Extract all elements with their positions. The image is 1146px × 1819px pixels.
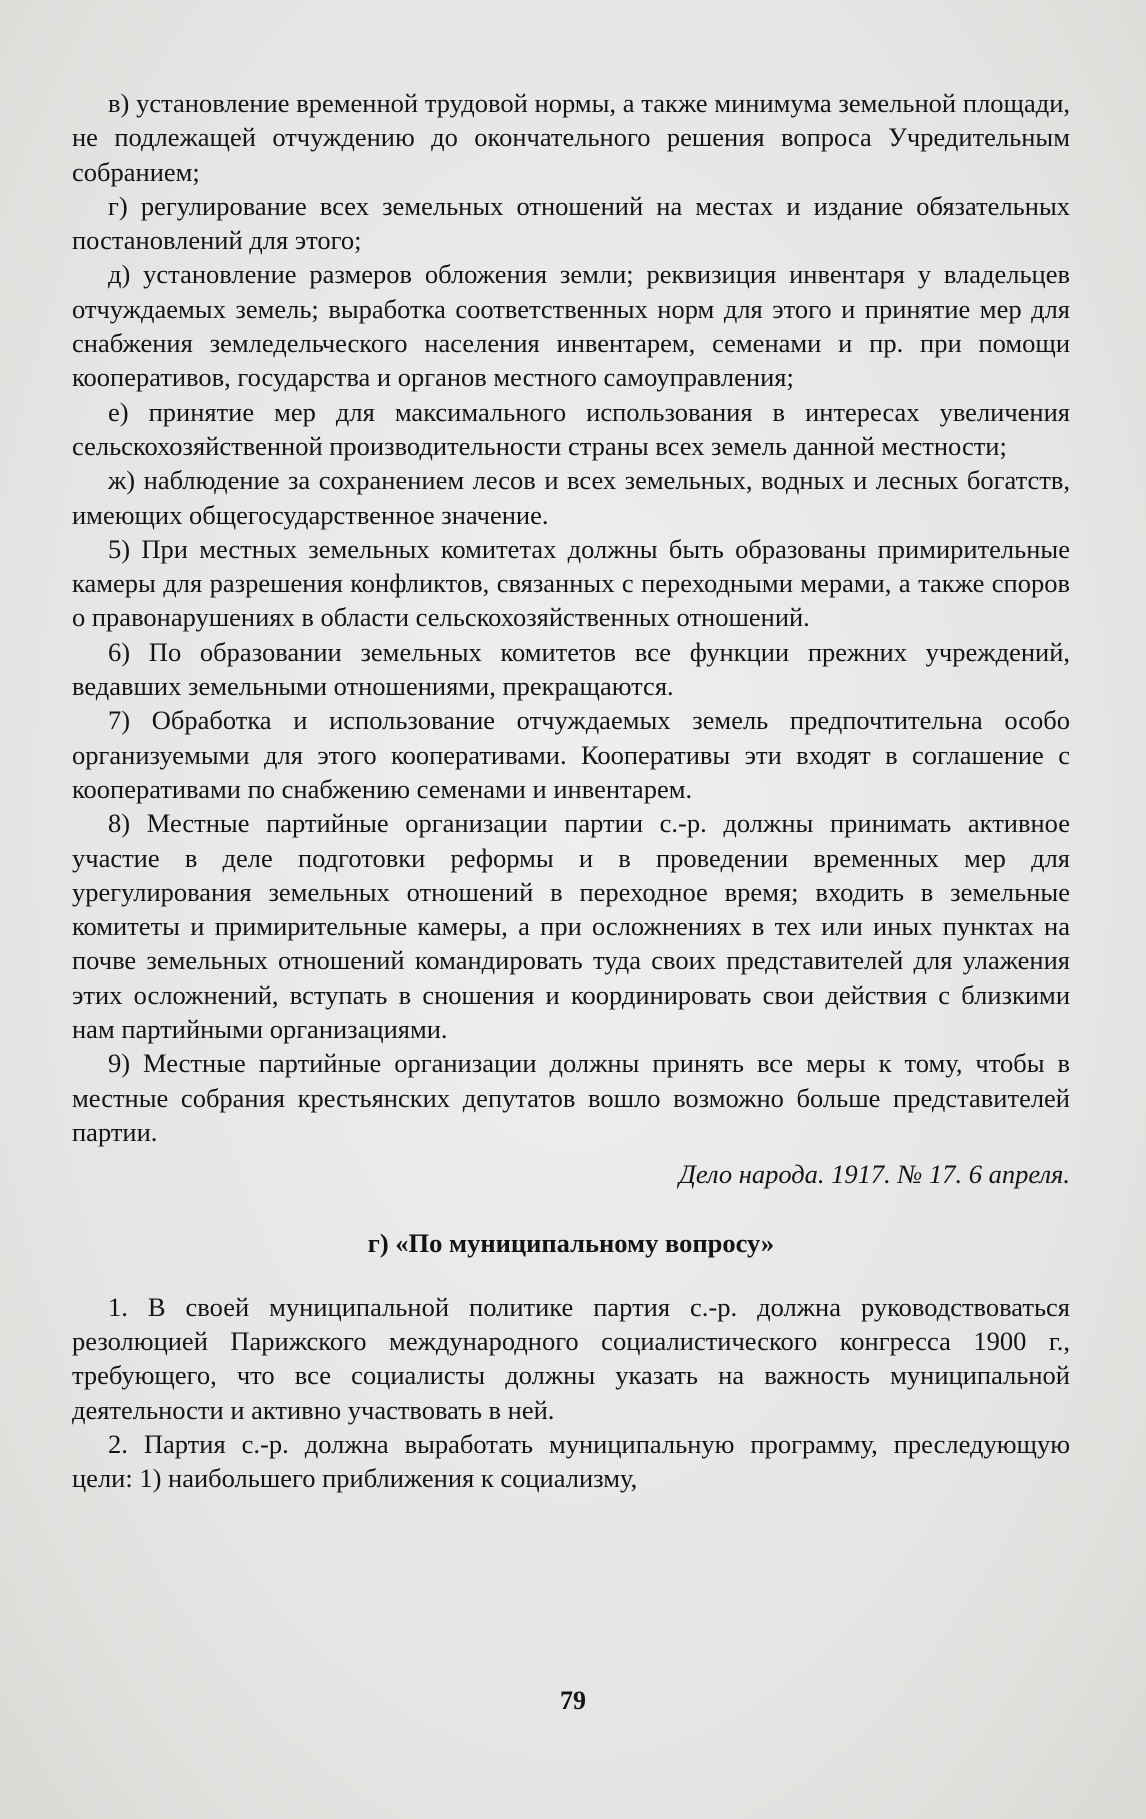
section-heading: г) «По муниципальному вопросу» bbox=[367, 1227, 775, 1258]
paragraph-v: в) установление временной трудовой нормы, а также минимума земельной площади, не подлежащей отчуждению до окончательного решения вопроса Учредительным собранием; bbox=[72, 88, 1070, 187]
text-column bbox=[72, 86, 1070, 1496]
paragraph-e: е) принятие мер для максимального использования в интересах увеличения сельскохозяйственной производительности страны всех земель данной местности; bbox=[72, 396, 1070, 461]
paragraph-8: 8) Местные партийные организации партии с.-р. должны принимать активное участие в деле подготовки реформы и в проведении временных мер для урегулирования земельных отношений в переходное время; входить в земельные комитеты и примирительные камеры, а при осложнениях в тех или иных пунктах на почве земельных отношений командировать туда своих представителей для улажения этих осложнений, вступать в сношения и координировать свои действия с близкими нам партийными организациями. bbox=[72, 808, 1070, 1045]
page-number: 79 bbox=[560, 1686, 586, 1715]
paragraph-d: д) установление размеров обложения земли; реквизиция инвентаря у владельцев отчуждаемых земель; выработка соответственных норм для этого и принятие мер для снабжения земледельческого населения инвентарем, семенами и пр. при помощи кооперативов, государства и органов местного самоуправления; bbox=[72, 259, 1070, 393]
paragraph-7: 7) Обработка и использование отчуждаемых земель предпочтительна особо организуемыми для этого кооперативами. Кооперативы эти входят в соглашение с кооперативами по снабжению семенами и инвентарем. bbox=[72, 705, 1070, 804]
paragraph-g: г) регулирование всех земельных отношений на местах и издание обязательных постановлений для этого; bbox=[72, 190, 1070, 256]
paragraph-6: 6) По образовании земельных комитетов все функции прежних учреждений, ведавших земельными отношениями, прекращаются. bbox=[72, 636, 1070, 702]
paragraph-municipal-1: 1. В своей муниципальной политике партия с.-р. должна руководствоваться резолюцией Парижского международного социалистического конгресса 1900 г., требующего, что все социалисты должны указать на важность муниципальной деятельности и активно участвовать в ней. bbox=[72, 1291, 1070, 1425]
paragraph-municipal-2: 2. Партия с.-р. должна выработать муниципальную программу, преследующую цели: 1) наибольшего приближения к социализму, bbox=[72, 1428, 1070, 1494]
paragraph-5: 5) При местных земельных комитетах должны быть образованы примирительные камеры для разрешения конфликтов, связанных с переходными мерами, а также споров о правонарушениях в области сельскохозяйственных отношений. bbox=[72, 533, 1070, 633]
paragraph-zh: ж) наблюдение за сохранением лесов и всех земельных, водных и лесных богатств, имеющих общегосударственное значение. bbox=[72, 465, 1070, 530]
paragraph-9: 9) Местные партийные организации должны принять все меры к тому, чтобы в местные собрания крестьянских депутатов вошло возможно больше представителей партии. bbox=[72, 1048, 1070, 1147]
source-citation: Дело народа. 1917. № 17. 6 апреля. bbox=[678, 1159, 1070, 1190]
